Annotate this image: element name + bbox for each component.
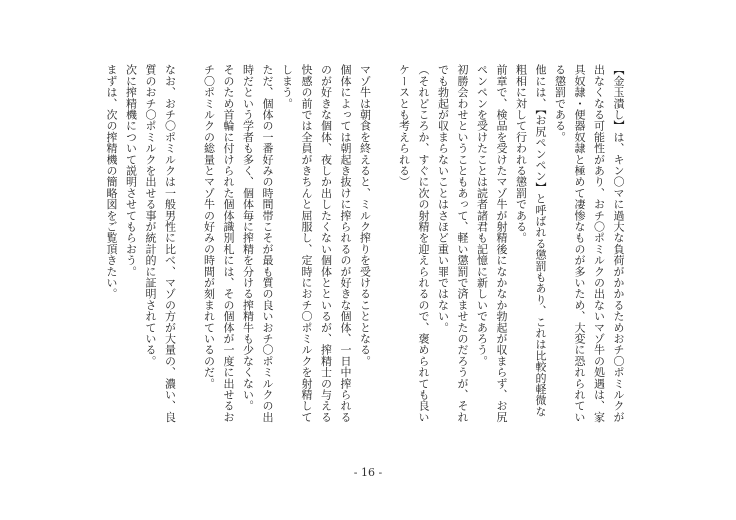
paragraph: ただ、個体の一番好みの時間帯こそが最も質の良いおチ〇ポミルクの出時だという学者も多く、個体毎に搾精を分ける搾精牛も少なくない。: [241, 64, 274, 423]
paragraph: （それどころか、すぐに次の射精を迎えられるので、褒められても良いケースとも考えられる）: [397, 64, 430, 423]
paragraph: そのため首輪に付けられた個体識別札には、その個体が一度に出せるおチ〇ポミルクの総量とマゾ牛の好みの時間が刻まれているのだ。: [202, 64, 235, 423]
paragraph: まずは、次の搾精機の簡略図をご覧頂きたい。: [105, 64, 118, 300]
paragraph: 次に搾精機について説明させてもらおう。: [124, 64, 138, 277]
paragraph: 個体によっては朝起き抜けに搾られるのが好きな個体、一日中搾られるのが好きな個体、夜しか出したくない個体とといるが、搾精士の与える快感の前では全員がきちんと屈服し、定時におチ〇ポミルクを射精してしまう。: [280, 64, 352, 423]
paragraph: 初勝会わせということもあって、軽い懲罰で済ませたのだろうが、それでも勃起が収まらないことはさほど重い罪ではない。: [436, 64, 469, 423]
paragraph: マゾ牛は朝食を終えると、ミルク搾りを受けることとなる。: [358, 64, 372, 367]
paragraph: 前章で、検品を受けたマゾ牛が射精後になかなか勃起が収まらず、お尻ペンペンを受けたことは読者諸君も記憶に新しいであろう。: [475, 64, 508, 423]
paragraph: なお、おチ〇ポミルクは一般男性に比べ、マゾの方が大量の、濃い、良質のおチ〇ポミルクを出せる事が統計的に証明されている。: [144, 64, 177, 423]
paragraph: 他には、【お尻ペンペン】と呼ばれる懲罰もあり、これは比較的軽微な粗相に対して行われる懲罰である。: [514, 64, 547, 417]
body-text: [105, 64, 628, 424]
paragraph: 【金玉潰し】は、キン〇マに過大な負荷がかかるためおチ〇ポミルクが出なくなる可能性があり、おチ〇ポミルクの出ないマゾ牛の処遇は、家具奴隷・便器奴隷と極めて凄惨なものが多いため、大変に恐れられている懲罰である。: [553, 64, 625, 423]
page-number: - 16 -: [353, 466, 383, 479]
